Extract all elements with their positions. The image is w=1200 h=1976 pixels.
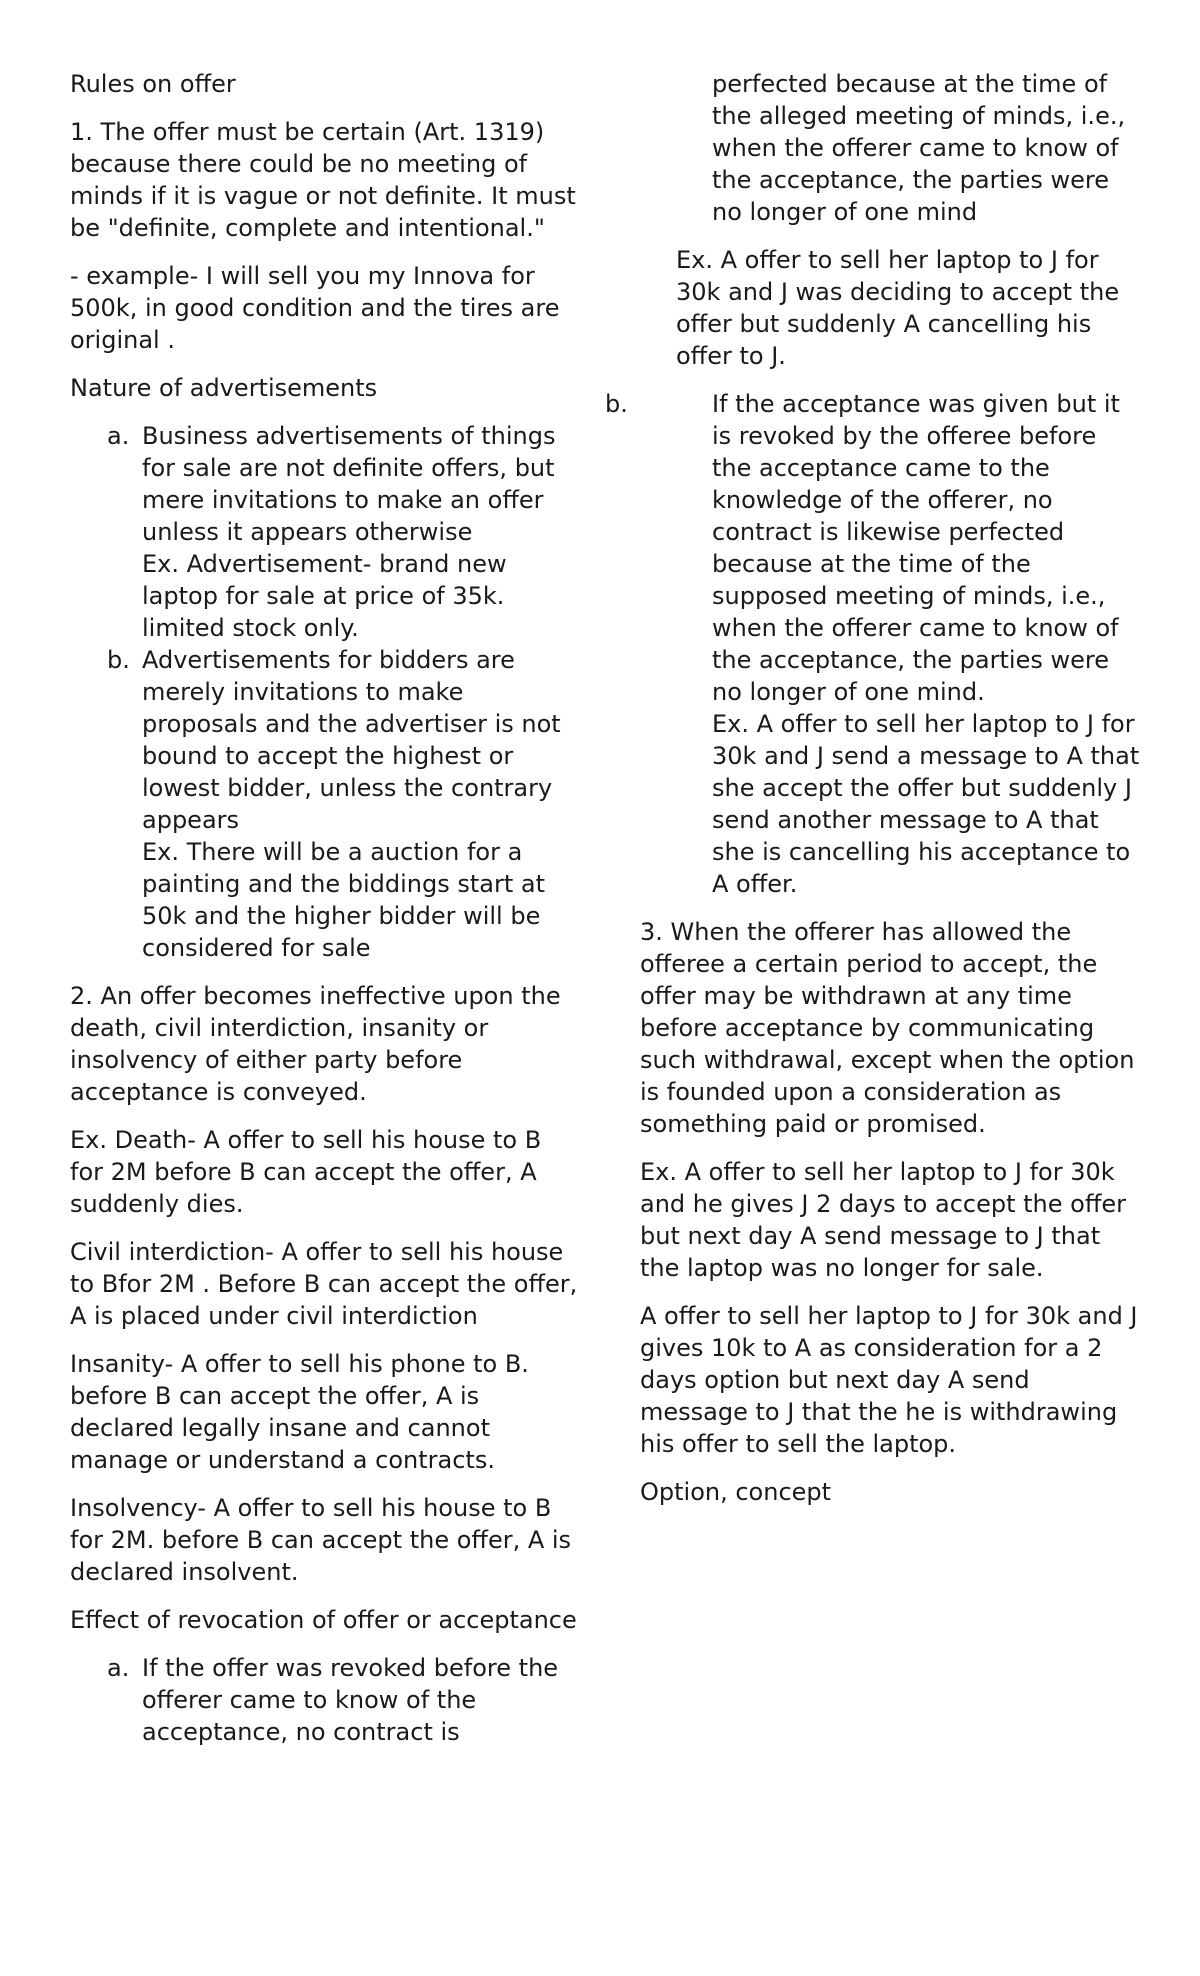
ads-item-example: Ex. Advertisement- brand new laptop for sale at price of 35k. limited stock only.: [142, 550, 507, 642]
example-death: Ex. Death- A offer to sell his house to B for 2M before B can accept the offer, A suddenly dies.: [70, 1126, 542, 1218]
rule-3: 3. When the offerer has allowed the offeree a certain period to accept, the offer may be withdrawn at any time before acceptance by communicating such withdrawal, except when the option is founded upon a consideration as something paid or promised.: [640, 918, 1135, 1138]
revocation-item-b: [605, 388, 1140, 900]
example-insolvency: Insolvency- A offer to sell his house to B for 2M. before B can accept the offer, A is declared insolvent.: [70, 1494, 572, 1586]
list-marker: a.: [107, 1654, 130, 1682]
ads-item-text: Advertisements for bidders are merely invitations to make proposals and the advertiser is not bound to accept the highest or lowest bidder, unless the contrary appears: [142, 646, 561, 834]
revocation-item-a-continued: perfected because at the time of the alleged meeting of minds, i.e., when the offerer came to know of the acceptance, the parties were no longer of one mind: [712, 70, 1126, 226]
advertisements-list: [70, 420, 578, 964]
revocation-item-b-text: If the acceptance was given but it is revoked by the offeree before the acceptance came to the knowledge of the offerer, no contract is likewise perfected because at the time of the supposed meeting of minds, i.e., when the offerer came to know of the acceptance, the parties were no longer of one mind.: [712, 390, 1120, 706]
ads-item-b: [107, 644, 578, 964]
rule-3-example-2: A offer to sell her laptop to J for 30k and J gives 10k to A as consideration for a 2 days option but next day A send message to J that the he is withdrawing his offer to sell the laptop.: [640, 1302, 1138, 1458]
ads-item-example: Ex. There will be a auction for a painting and the biddings start at 50k and the higher bidder will be considered for sale: [142, 838, 546, 962]
revocation-item-a: [107, 1652, 578, 1748]
rule-3-example-1: Ex. A offer to sell her laptop to J for 30k and he gives J 2 days to accept the offer but next day A send message to J that the laptop was no longer for sale.: [640, 1158, 1126, 1282]
revocation-list: [70, 1652, 578, 1748]
rule-1-example: - example- I will sell you my Innova for 500k, in good condition and the tires are original .: [70, 262, 560, 354]
rule-1: 1. The offer must be certain (Art. 1319) because there could be no meeting of minds if it is vague or not definite. It must be "definite, complete and intentional.": [70, 118, 576, 242]
revocation-item-b-example: Ex. A offer to sell her laptop to J for 30k and J send a message to A that she accept the offer but suddenly J send another message to A that she is cancelling his acceptance to A offer.: [712, 710, 1140, 898]
ads-item-text: Business advertisements of things for sale are not definite offers, but mere invitations to make an offer unless it appears otherwise: [142, 422, 556, 546]
ads-item-a: [107, 420, 578, 644]
left-column: [70, 68, 578, 1764]
heading-effect-of-revocation: Effect of revocation of offer or acceptance: [70, 1606, 577, 1634]
revocation-item-a-text: If the offer was revoked before the offerer came to know of the acceptance, no contract is: [142, 1654, 559, 1746]
list-marker: a.: [107, 422, 130, 450]
list-marker: b.: [107, 646, 130, 674]
rule-2: 2. An offer becomes ineffective upon the death, civil interdiction, insanity or insolvency of either party before acceptance is conveyed.: [70, 982, 561, 1106]
example-civil-interdiction: Civil interdiction- A offer to sell his house to Bfor 2M . Before B can accept the offer, A is placed under civil interdiction: [70, 1238, 578, 1330]
right-column: [605, 68, 1140, 1524]
heading-option-concept: Option, concept: [640, 1478, 832, 1506]
heading-nature-of-advertisements: Nature of advertisements: [70, 374, 378, 402]
example-insanity: Insanity- A offer to sell his phone to B. before B can accept the offer, A is declared legally insane and cannot manage or understand a contracts.: [70, 1350, 529, 1474]
revocation-item-a-example: Ex. A offer to sell her laptop to J for 30k and J was deciding to accept the offer but suddenly A cancelling his offer to J.: [676, 246, 1120, 370]
heading-rules-on-offer: Rules on offer: [70, 70, 236, 98]
list-marker: b.: [605, 390, 628, 418]
